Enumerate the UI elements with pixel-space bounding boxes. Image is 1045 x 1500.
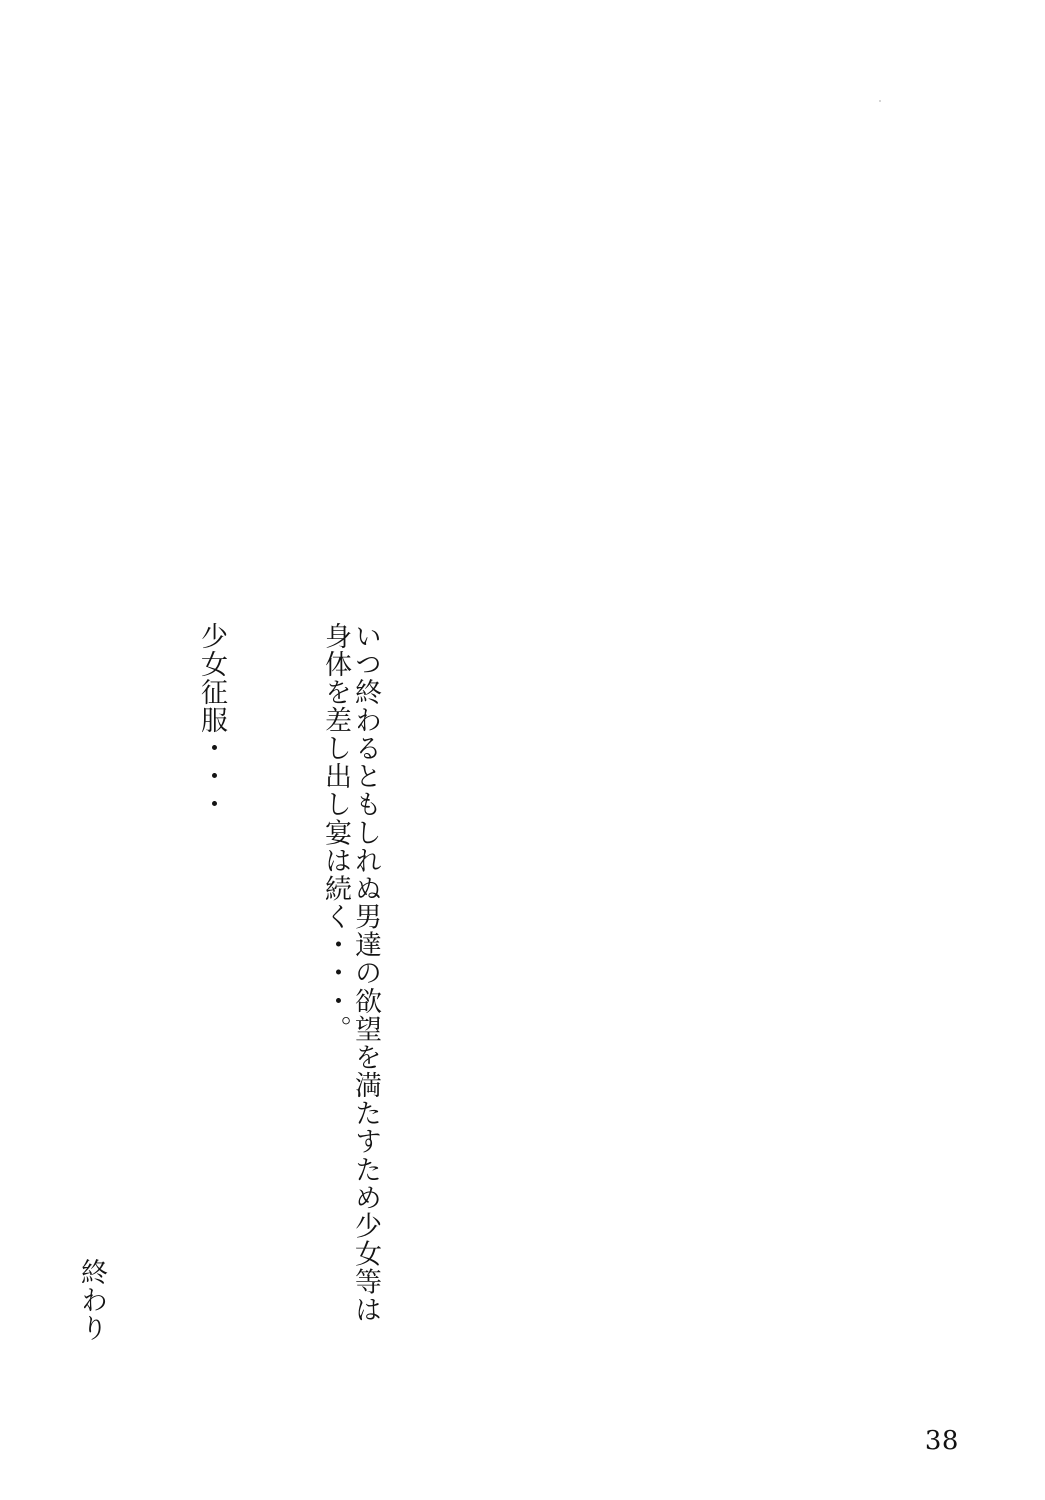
story-title: 少女征服・・・ bbox=[196, 622, 227, 819]
body-line-right: 身体を差し出し宴は続く・・・。 bbox=[320, 622, 351, 1044]
end-mark: 終わり bbox=[76, 1258, 107, 1343]
body-line-left: いつ終わるともしれぬ男達の欲望を満たすため少女等は bbox=[350, 622, 381, 1324]
page-number: 38 bbox=[924, 1426, 959, 1456]
dust-speck bbox=[879, 100, 881, 102]
